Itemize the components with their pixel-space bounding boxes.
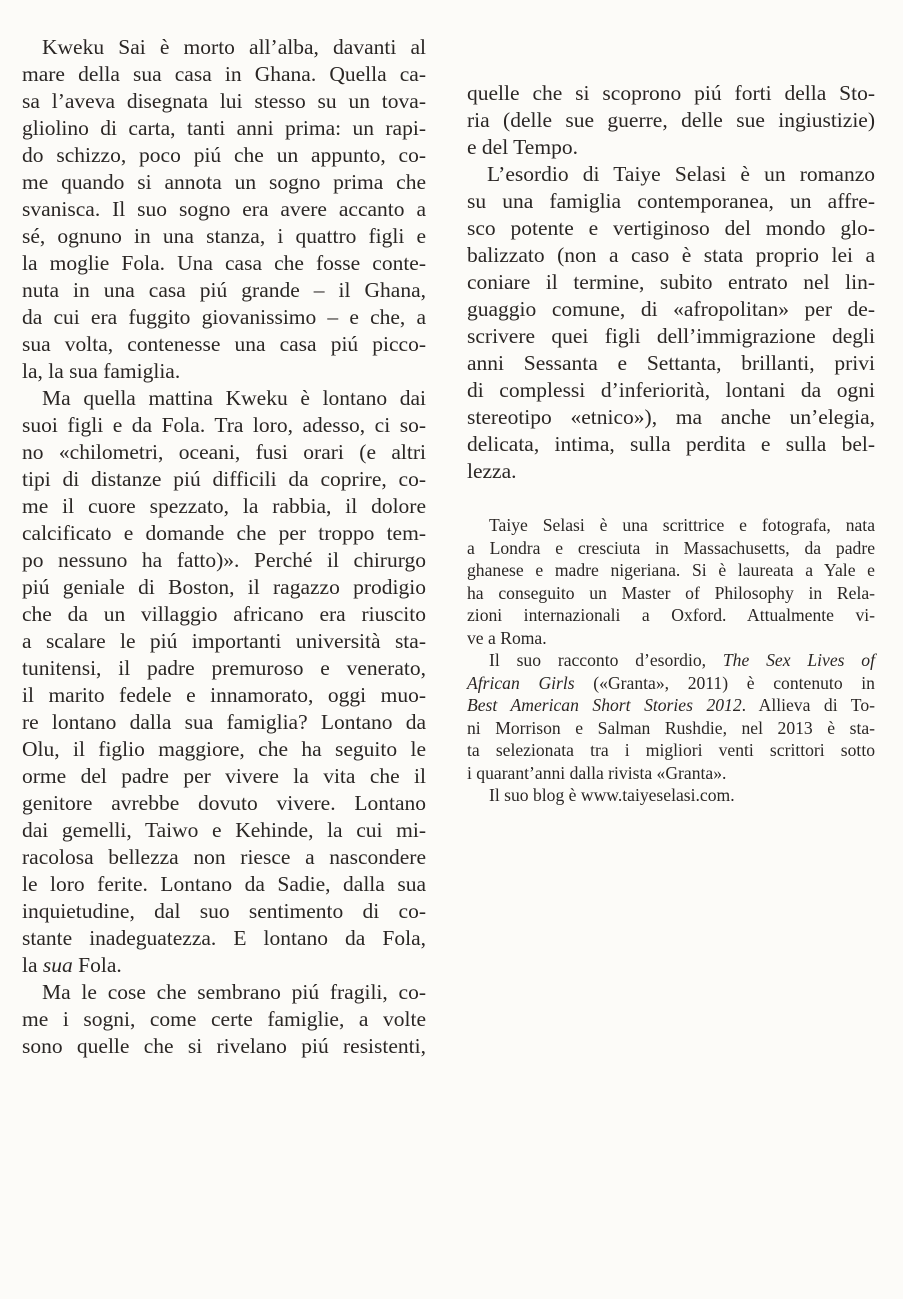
text-line: Olu, il figlio maggiore, che ha seguito le: [22, 737, 426, 761]
text-line: balizzato (non a caso è stata proprio lei a: [467, 243, 875, 267]
text-line: scrivere quei figli dell’immigrazione degli: [467, 324, 875, 348]
text-line: gliolino di carta, tanti anni prima: un rapi-: [22, 116, 426, 140]
text-line: inquietudine, dal suo sentimento di co-: [22, 899, 426, 923]
italic-title: Best American Short Stories 2012: [467, 695, 742, 715]
text-line: a scalare le piú importanti università sta-: [22, 629, 426, 653]
text-line: re lontano dalla sua famiglia? Lontano da: [22, 710, 426, 734]
synopsis-right-column: [467, 80, 875, 485]
text-line: lezza.: [467, 459, 517, 483]
text-line: svanisca. Il suo sogno era avere accanto a: [22, 197, 426, 221]
author-bio: [467, 514, 875, 807]
text-line: Il suo blog è www.taiyeselasi.com.: [489, 785, 735, 805]
text-line: me il cuore spezzato, la rabbia, il dolore: [22, 494, 426, 518]
text-line: ta selezionata tra i migliori venti scrittori sotto: [467, 740, 875, 760]
text-line: dai gemelli, Taiwo e Kehinde, la cui mi-: [22, 818, 426, 842]
text-line: [467, 672, 875, 695]
synopsis-left-column: [22, 34, 426, 1060]
text-line: mare della sua casa in Ghana. Quella ca-: [22, 62, 426, 86]
text-line: di complessi d’inferiorità, lontani da ogni: [467, 378, 875, 402]
text-line: no «chilometri, oceani, fusi orari (e altri: [22, 440, 426, 464]
text-line: ni Morrison e Salman Rushdie, nel 2013 è sta-: [467, 717, 875, 738]
text-segment: Il suo racconto d’esordio,: [489, 650, 723, 670]
italic-title: The Sex Lives of: [722, 650, 875, 670]
text-line: sa l’aveva disegnata lui stesso su un tova-: [22, 89, 426, 113]
text-line: coniare il termine, subito entrato nel lin-: [467, 270, 875, 294]
text-line: L’esordio di Taiye Selasi è un romanzo: [487, 162, 875, 186]
text-line: orme del padre per vivere la vita che il: [22, 764, 426, 788]
text-line: me i sogni, come certe famiglie, a volte: [22, 1007, 426, 1031]
text-line: a Londra e cresciuta in Massachusetts, da padre: [467, 537, 875, 558]
italic-title: sua: [42, 953, 73, 977]
text-segment: . Allieva di To-: [741, 695, 875, 715]
text-line: ha conseguito un Master of Philosophy in Rela-: [467, 582, 875, 603]
text-line: da cui era fuggito giovanissimo – e che, a: [22, 305, 426, 329]
text-line: Ma quella mattina Kweku è lontano dai: [42, 386, 426, 410]
text-line: le loro ferite. Lontano da Sadie, dalla sua: [22, 872, 426, 896]
text-line: la moglie Fola. Una casa che fosse conte-: [22, 251, 426, 275]
text-line: calcificato e domande che per troppo tem-: [22, 521, 426, 545]
text-line: sono quelle che si rivelano piú resistenti,: [22, 1034, 426, 1058]
text-line: stante inadeguatezza. E lontano da Fola,: [22, 926, 426, 950]
text-line: piú geniale di Boston, il ragazzo prodigio: [22, 575, 426, 599]
text-line: guaggio comune, di «afropolitan» per de-: [467, 297, 875, 321]
text-line: genitore avrebbe dovuto vivere. Lontano: [22, 791, 426, 815]
italic-title: African Girls: [467, 672, 575, 693]
text-line: su una famiglia contemporanea, un affre-: [467, 189, 875, 213]
text-line: la, la sua famiglia.: [22, 359, 181, 383]
text-segment: la: [22, 953, 43, 977]
text-line: zioni internazionali a Oxford. Attualmente vi-: [467, 605, 875, 625]
text-segment: («Granta», 2011) è contenuto in: [574, 672, 875, 693]
text-line: racolosa bellezza non riesce a nascondere: [22, 845, 426, 869]
text-line: i quarant’anni dalla rivista «Granta».: [467, 762, 727, 783]
text-line: me quando si annota un sogno prima che: [22, 170, 426, 194]
text-line: il marito fedele e innamorato, oggi muo-: [22, 683, 426, 707]
text-line: nuta in una casa piú grande – il Ghana,: [22, 278, 426, 302]
text-line: sé, ognuno in una stanza, i quattro figli e: [22, 224, 426, 248]
text-line: ve a Roma.: [467, 627, 547, 648]
text-line: Ma le cose che sembrano piú fragili, co-: [42, 980, 426, 1004]
text-line: ria (delle sue guerre, delle sue ingiustizie): [467, 108, 875, 132]
text-line: [22, 952, 426, 979]
text-line: quelle che si scoprono piú forti della Sto-: [467, 81, 875, 105]
text-line: suoi figli e da Fola. Tra loro, adesso, ci so-: [22, 413, 426, 437]
text-line: [467, 694, 875, 717]
text-line: stereotipo «etnico»), ma anche un’elegia,: [467, 405, 875, 429]
text-line: sco potente e vertiginoso del mondo glo-: [467, 216, 875, 240]
text-line: do schizzo, poco piú che un appunto, co-: [22, 143, 426, 167]
text-line: ghanese e madre nigeriana. Si è laureata a Yale e: [467, 560, 875, 580]
text-segment: Fola.: [72, 953, 122, 977]
text-line: [467, 649, 875, 672]
text-line: tunitensi, il padre premuroso e venerato,: [22, 656, 426, 680]
text-line: Kweku Sai è morto all’alba, davanti al: [42, 35, 426, 59]
text-line: tipi di distanze piú difficili da coprire, co-: [22, 467, 426, 491]
text-line: e del Tempo.: [467, 135, 578, 159]
text-line: delicata, intima, sulla perdita e sulla bel-: [467, 432, 875, 456]
text-line: sua volta, contenesse una casa piú picco-: [22, 332, 426, 356]
text-line: che da un villaggio africano era riuscito: [22, 602, 426, 626]
text-line: anni Sessanta e Settanta, brillanti, privi: [467, 351, 875, 375]
text-line: Taiye Selasi è una scrittrice e fotografa, nata: [489, 515, 875, 535]
text-line: po nessuno ha fatto)». Perché il chirurgo: [22, 548, 426, 572]
